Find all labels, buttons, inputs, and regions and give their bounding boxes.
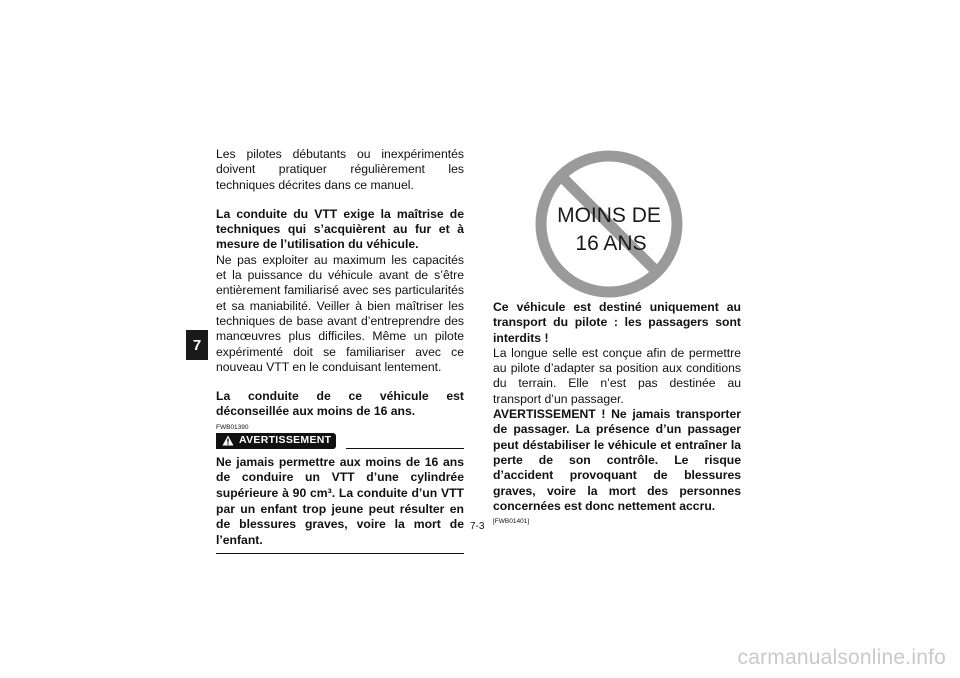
warning-badge [216, 433, 336, 449]
warning-header [216, 433, 464, 449]
age-heading: La conduite de ce véhicule est déconseillée aux moins de 16 ans. [216, 389, 464, 419]
age-restriction-sign [533, 148, 685, 300]
watermark: carmanualsonline.info [737, 646, 946, 669]
warning-label: AVERTISSEMENT [239, 434, 332, 447]
warning-code: FWB01390 [216, 423, 249, 431]
intro-paragraph: Les pilotes débutants ou inexpérimentés doivent pratiquer régulièrement les techniques décrites dans ce manuel. [216, 147, 464, 192]
page-number: 7-3 [470, 521, 485, 532]
passenger-warning: AVERTISSEMENT ! Ne jamais transporter de passager. La présence d’un passager peut déstabiliser le véhicule et entraîner la perte de son contrôle. Le risque d’accident provoquant de blessures graves, voire la mort des personnes concernées est donc nettement accru. [493, 407, 741, 513]
skill-paragraph: Ne pas exploiter au maximum les capacités et la puissance du véhicule avant de s’être entièrement familiarisé avec ses particularités et sa maniabilité. Veiller à bien maîtriser les techniques de base avant d’entreprendre des manœuvres plus difficiles. Même un pilote expérimenté doit se familiariser avec ce nouveau VTT en le conduisant lentement. [216, 252, 464, 374]
warning-text: Ne jamais permettre aux moins de 16 ans de conduire un VTT d’une cylindrée supérieure à 90 cm³. La conduite d’un VTT par un enfant trop jeune peut résulter en de blessures graves, voire la mort de l’enfant. [216, 454, 464, 547]
passenger-heading: Ce véhicule est destiné uniquement au transport du pilote : les passagers sont interdits ! [493, 300, 741, 345]
chapter-tab: 7 [186, 330, 208, 360]
warning-end-line [216, 553, 464, 554]
right-column [493, 300, 741, 526]
warning-code-right: [FWB01401] [493, 518, 530, 526]
sign-line2: 16 ANS [575, 232, 647, 255]
seat-paragraph: La longue selle est conçue afin de permettre au pilote d’adapter sa position aux conditions du terrain. Elle n’est pas destinée au transport d’un passager. [493, 345, 741, 406]
warning-divider [346, 448, 464, 449]
left-column [216, 147, 464, 554]
skill-heading: La conduite du VTT exige la maîtrise de techniques qui s’acquièrent au fur et à mesure de l’utilisation du véhicule. [216, 206, 464, 252]
sign-line1: MOINS DE [557, 204, 661, 227]
warning-triangle-icon [222, 435, 234, 446]
